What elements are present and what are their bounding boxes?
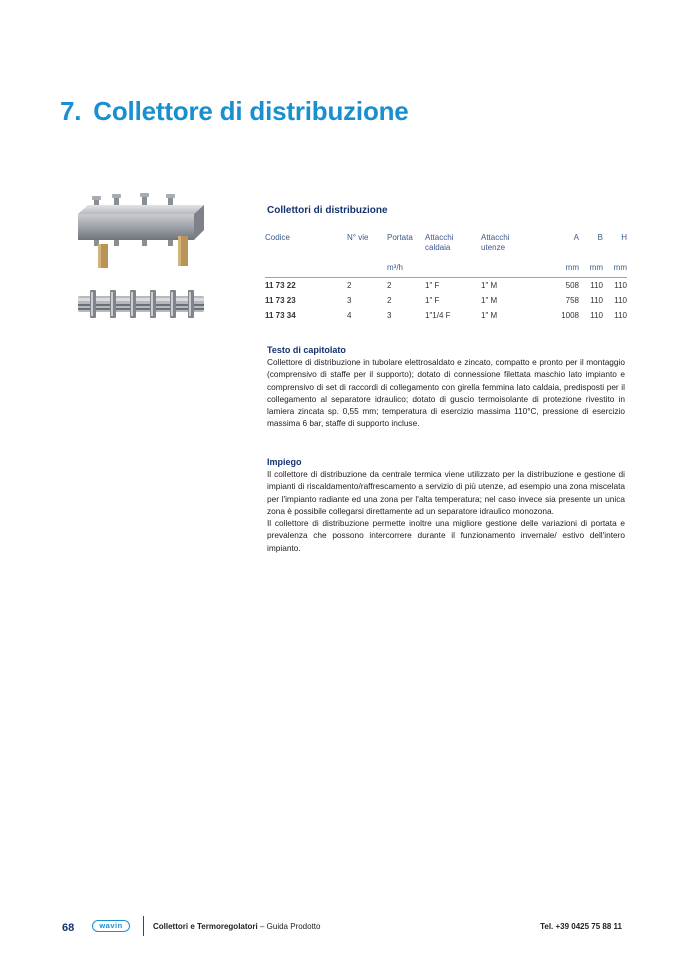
- impiego-paragraph-1: Il collettore di distribuzione da centrale termica viene utilizzato per la distribuzione e gestione di impianti di riscaldamento/raffrescamento a servizio di più utenze, ad esempio una zona miscelata per l'impianto radiante ed una zona per l'alta temperatura; nel caso invece sia presente un unica zona è possibile collegarsi direttamente ad un separatore idraulico monozona.: [267, 469, 625, 516]
- footer-doc-title: Collettori e Termoregolatori – Guida Prodotto: [153, 922, 321, 931]
- spec-table: [265, 233, 627, 323]
- page-title: [60, 96, 409, 127]
- table-units-row: [265, 263, 627, 278]
- table-header-row: [265, 233, 627, 263]
- capitolato-heading: Testo di capitolato: [267, 345, 346, 355]
- unit-portata: m³/h: [387, 263, 403, 272]
- section-title: Collettore di distribuzione: [93, 96, 409, 126]
- unit-a: mm: [565, 263, 579, 272]
- col-b: B: [597, 233, 603, 242]
- col-h: H: [621, 233, 627, 242]
- unit-b: mm: [589, 263, 603, 272]
- wavin-logo: wavin: [92, 920, 130, 932]
- col-nvie: N° vie: [347, 233, 369, 242]
- impiego-heading: Impiego: [267, 457, 302, 467]
- col-codice: Codice: [265, 233, 290, 242]
- capitolato-text: Collettore di distribuzione in tubolare elettrosaldato e zincato, compatto e pronto per il montaggio (comprensivo di staffe per il supporto); dotato di connessione filettata maschio lato impianto e comprensivo di set di raccordi di collegamento con girella femmina lato caldaia, predisposti per il collegamento al separatore idraulico; dotato di guscio termoisolante di protezione rivestito in lamiera zincata sp. 0,55 mm; temperatura di esercizio massima 110°C, pressione di esercizio massima 6 bar, staffe di supporto incluse.: [267, 357, 625, 429]
- col-a: A: [573, 233, 579, 242]
- col-attacchi-caldaia: Attacchi caldaia: [425, 233, 454, 252]
- page-number: 68: [62, 922, 75, 934]
- section-number: 7.: [60, 96, 82, 126]
- footer-divider: [143, 916, 144, 936]
- col-portata: Portata: [387, 233, 413, 242]
- impiego-paragraph-2: Il collettore di distribuzione permette inoltre una migliore gestione delle variazioni di portata e prevalenza che possono intercorrere durante il funzionamento invernale/ estivo dell'intero impianto.: [267, 518, 625, 553]
- table-row: 11 73 23 3 2 1" F 1" M 758 110 110: [265, 296, 627, 305]
- table-row: 11 73 34 4 3 1"1/4 F 1" M 1008 110 110: [265, 311, 627, 320]
- footer-phone: Tel. +39 0425 75 88 11: [540, 922, 622, 931]
- unit-h: mm: [613, 263, 627, 272]
- collector-front-image: [74, 192, 208, 272]
- table-row: 11 73 22 2 2 1" F 1" M 508 110 110: [265, 281, 627, 290]
- table-title: Collettori di distribuzione: [267, 205, 388, 216]
- collector-top-image: [76, 287, 206, 321]
- page-footer: [0, 915, 678, 939]
- col-attacchi-utenze: Attacchi utenze: [481, 233, 510, 252]
- impiego-text: [267, 468, 625, 554]
